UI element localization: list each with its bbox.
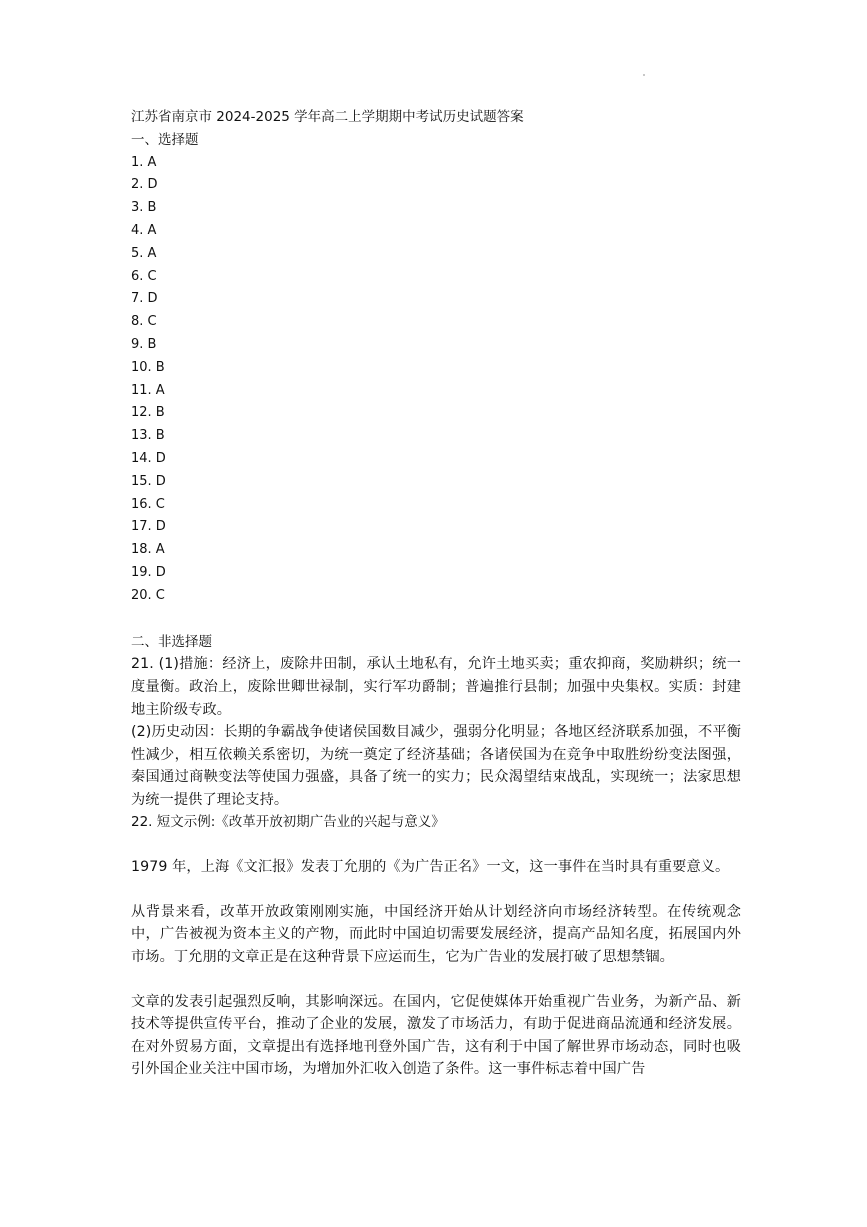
answer-item: 7. D (131, 291, 158, 307)
answer-sheet (131, 106, 741, 1081)
answer-item: 6. C (131, 268, 157, 284)
q22-title: 22. 短文示例:《改革开放初期广告业的兴起与意义》 (131, 814, 445, 831)
answer-item: 17. D (131, 519, 166, 535)
spacer (131, 834, 741, 856)
essay-paragraph-1: 1979 年，上海《文汇报》发表丁允朋的《为广告正名》一文，这一事件在当时具有重要意义。 (131, 859, 730, 876)
answer-item: 14. D (131, 450, 166, 466)
answer-item: 2. D (131, 177, 158, 193)
answer-list (131, 152, 741, 608)
document-title: 江苏省南京市 2024-2025 学年高二上学期期中考试历史试题答案 (131, 109, 524, 125)
essay-paragraph-3: 文章的发表引起强烈反响，其影响深远。在国内，它促使媒体开始重视广告业务，为新产品、新技术等提供宣传平台，推动了企业的发展，激发了市场活力，有助于促进商品流通和经济发展。在对外贸易方面，文章提出有选择地刊登外国广告，这有利于中国了解世界市场动态，同时也吸引外国企业关注中国市场，为增加外汇收入创造了条件。这一事件标志着中国广告 (131, 993, 741, 1078)
q21-part1: 21. (1)措施：经济上，废除井田制，承认土地私有，允许土地买卖；重农抑商，奖励耕织；统一度量衡。政治上，废除世卿世禄制，实行军功爵制；普遍推行县制；加强中央集权。实质：封建地主阶级专政。 (131, 656, 741, 718)
answer-item: 11. A (131, 382, 165, 398)
answer-item: 5. A (131, 245, 157, 261)
answer-item: 4. A (131, 222, 157, 238)
section-heading-nonchoice: 二、非选择题 (131, 633, 212, 650)
answer-item: 13. B (131, 428, 165, 444)
section-heading-choice: 一、选择题 (131, 131, 199, 148)
essay-paragraph-2: 从背景来看，改革开放政策刚刚实施，中国经济开始从计划经济向市场经济转型。在传统观念中，广告被视为资本主义的产物，而此时中国迫切需要发展经济，提高产品知名度，拓展国内外市场。丁允朋的文章正是在这种背景下应运而生，它为广告业的发展打破了思想禁锢。 (131, 903, 741, 966)
answer-item: 3. B (131, 200, 157, 216)
answer-item: 19. D (131, 564, 166, 580)
answer-item: 1. A (131, 154, 157, 170)
q21-part2: (2)历史动因：长期的争霸战争使诸侯国数目减少，强弱分化明显；各地区经济联系加强，不平衡性减少，相互依赖关系密切，为统一奠定了经济基础；各诸侯国为在竞争中取胜纷纷变法图强，秦国通过商鞅变法等使国力强盛，具备了统一的实力；民众渴望结束战乱，实现统一；法家思想为统一提供了理论支持。 (131, 724, 741, 808)
answer-item: 8. C (131, 314, 157, 330)
spacer (131, 969, 741, 991)
answer-item: 20. C (131, 587, 165, 603)
spacer (131, 608, 741, 631)
answer-item: 10. B (131, 359, 165, 375)
spacer (131, 879, 741, 901)
answer-item: 16. C (131, 496, 165, 512)
answer-item: 18. A (131, 542, 165, 558)
scan-dot (643, 74, 645, 76)
answer-item: 15. D (131, 473, 166, 489)
answer-item: 12. B (131, 405, 165, 421)
answer-item: 9. B (131, 336, 157, 352)
